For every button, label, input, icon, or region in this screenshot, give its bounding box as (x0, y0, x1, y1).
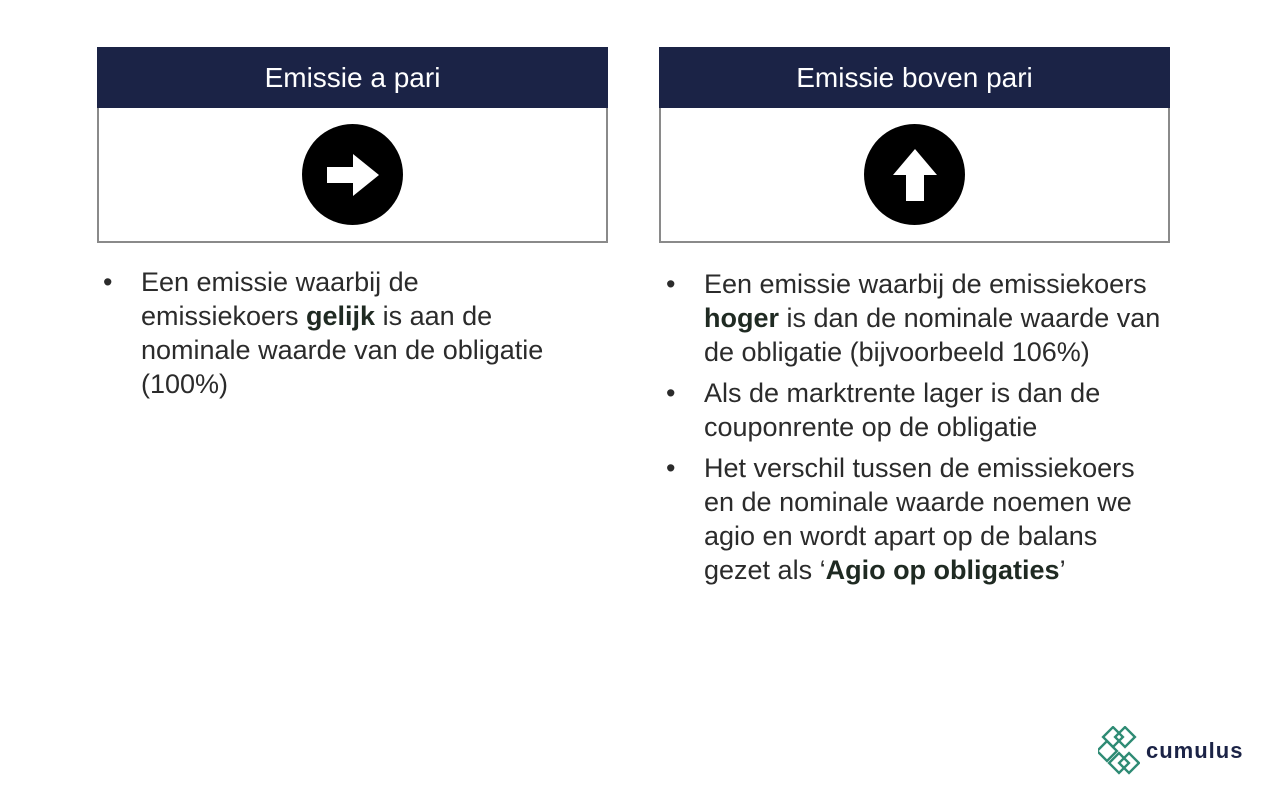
list-item: • Als de marktrente lager is dan de couponrente op de obligatie (666, 378, 1101, 442)
cumulus-logo-mark (1098, 726, 1140, 776)
list-item: • Een emissie waarbij de emissiekoers gelijk is aan de nominale waarde van de obligatie (100%) (103, 267, 544, 399)
bullet-list-right (666, 267, 1166, 594)
bullet-marker: • (103, 267, 113, 297)
cumulus-logo (1098, 726, 1243, 776)
card-body (97, 108, 608, 243)
card-emissie-boven-pari (659, 47, 1170, 243)
bullet-marker: • (666, 453, 676, 483)
arrow-up-icon (864, 124, 965, 225)
card-body (659, 108, 1170, 243)
bullet-list-left (103, 265, 583, 408)
card-title: Emissie boven pari (659, 47, 1170, 108)
card-emissie-a-pari (97, 47, 608, 243)
arrow-right-icon (302, 124, 403, 225)
list-item: • Het verschil tussen de emissiekoers en de nominale waarde noemen we agio en wordt apart op de balans gezet als ‘Agio op obligaties’ (666, 453, 1135, 585)
bullet-marker: • (666, 269, 676, 299)
logo-text: cumulus (1146, 738, 1244, 763)
card-title: Emissie a pari (97, 47, 608, 108)
list-item: • Een emissie waarbij de emissiekoers hoger is dan de nominale waarde van de obligatie (bijvoorbeeld 106%) (666, 269, 1161, 367)
bullet-marker: • (666, 378, 676, 408)
